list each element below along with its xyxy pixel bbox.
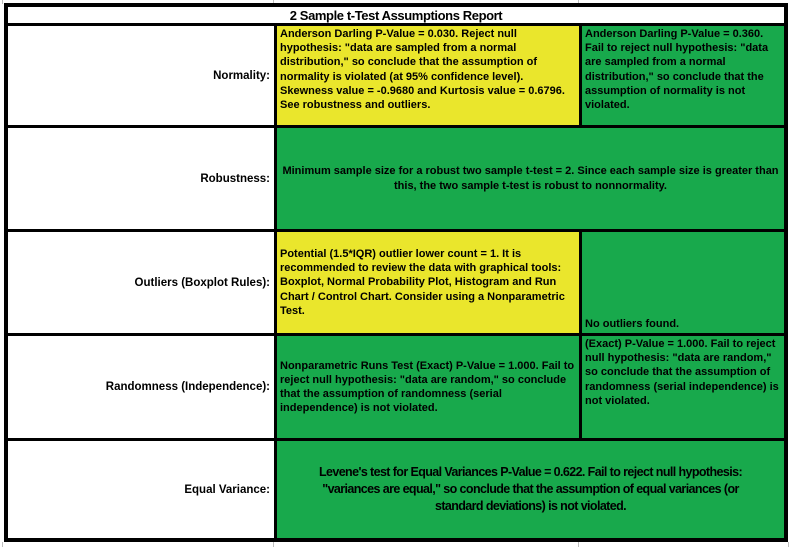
randomness-sample2-result-cell (582, 336, 784, 438)
row-label-normality: Normality: (8, 26, 274, 125)
gridline-tick (788, 542, 789, 547)
gridline-tick (273, 542, 274, 547)
randomness-sample1-result-text: Nonparametric Runs Test (Exact) P-Value = 1.000. Fail to reject null hypothesis: "data are random," so conclude that the assumption of randomness (serial independence) is not violated. (280, 359, 575, 415)
robustness-result-cell (277, 128, 784, 229)
robustness-result-text: Minimum sample size for a robust two sample t-test = 2. Since each sample size is greater than this, the two sample t-test is robust to nonnormality. (282, 165, 779, 192)
outliers-sample2-result-text: No outliers found. (585, 317, 680, 330)
normality-sample2-result-text: Anderson Darling P-Value = 0.360. Fail to reject null hypothesis: "data are sampled from a normal distribution," so conclude that the assumption of normality is not violated. (585, 28, 769, 112)
row-label-equal-variance: Equal Variance: (8, 441, 274, 538)
outliers-sample1-result-cell (277, 232, 579, 333)
equal-variance-result-text: Levene's test for Equal Variances P-Value = 0.622. Fail to reject null hypothesis: "variances are equal," so conclude that the assumption of equal variances (or standard deviations) is not violated. (318, 465, 743, 513)
row-label-outliers: Outliers (Boxplot Rules): (8, 232, 274, 333)
equal-variance-result-cell (277, 441, 784, 538)
row-label-randomness: Randomness (Independence): (8, 336, 274, 438)
gridline-tick (2, 542, 3, 547)
outliers-sample2-result-cell (582, 232, 784, 333)
normality-sample2-result-cell (582, 26, 784, 125)
randomness-sample1-result-cell (277, 336, 579, 438)
normality-sample1-result-text: Anderson Darling P-Value = 0.030. Reject null hypothesis: "data are sampled from a normal distribution," so conclude that the assumption of normality is violated (at 95% confidence level). Skewness value = -0.9680 and Kurtosis value = 0.6796. See robustness and outliers. (280, 28, 565, 112)
assumptions-report-table (4, 3, 788, 542)
report-title: 2 Sample t-Test Assumptions Report (8, 7, 784, 23)
outliers-sample1-result-text: Potential (1.5*IQR) outlier lower count = 1. It is recommended to review the data with graphical tools: Boxplot, Normal Probability Plot, Histogram and Run Chart / Control Chart. Consider using a Nonparametric Test. (280, 247, 565, 317)
row-label-robustness: Robustness: (8, 128, 274, 229)
gridline-tick (578, 542, 579, 547)
normality-sample1-result-cell (277, 26, 579, 125)
gridline-tick (2, 0, 3, 4)
randomness-sample2-result-text: (Exact) P-Value = 1.000. Fail to reject null hypothesis: "data are random," so conclude that the assumption of randomness (serial independence) is not violated. (585, 338, 779, 407)
